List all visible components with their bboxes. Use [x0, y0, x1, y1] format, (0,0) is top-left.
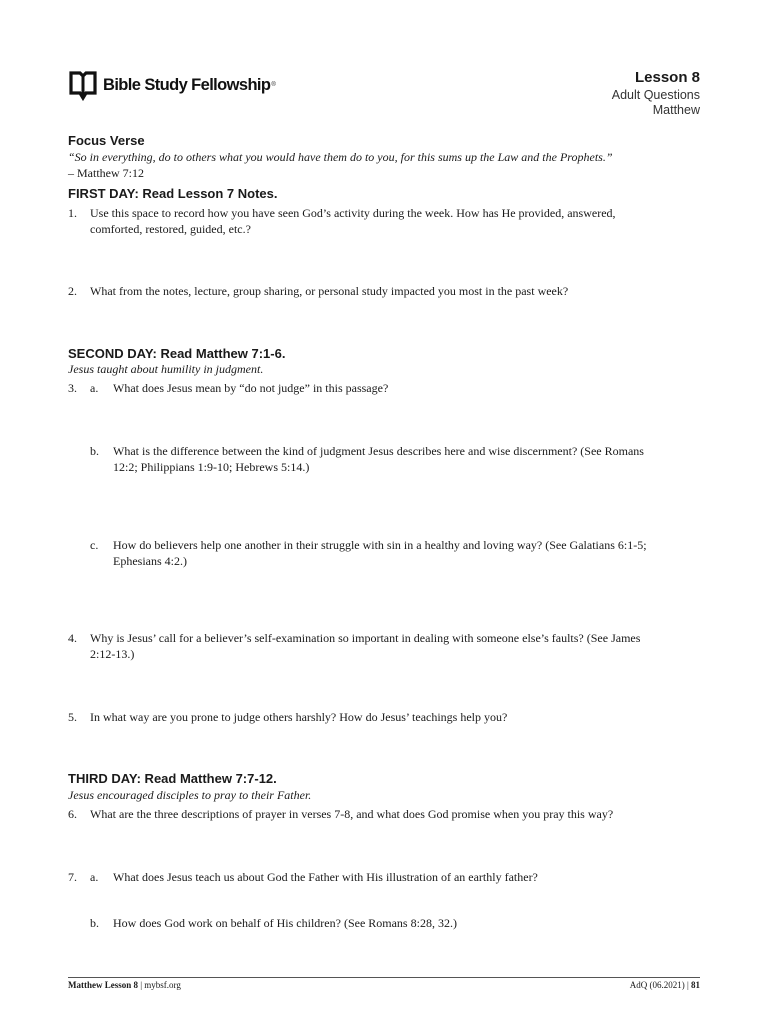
- audience-label: Adult Questions: [611, 88, 700, 102]
- question-number: 2.: [68, 284, 77, 298]
- question-number: 6.: [68, 807, 77, 821]
- focus-verse-reference: – Matthew 7:12: [68, 166, 144, 180]
- question-letter: a.: [90, 870, 99, 884]
- question-number: 3.: [68, 381, 77, 395]
- footer-version: AdQ (06.2021) |: [629, 980, 691, 990]
- second-day-subtitle: Jesus taught about humility in judgment.: [68, 362, 264, 376]
- question-3b-line-1: What is the difference between the kind of judgment Jesus describes here and wise discernment? (See Romans: [113, 444, 644, 458]
- third-day-heading: THIRD DAY: Read Matthew 7:7-12.: [68, 771, 277, 786]
- question-letter: a.: [90, 381, 99, 395]
- question-7b-text: How does God work on behalf of His children? (See Romans 8:28, 32.): [113, 916, 457, 930]
- question-number: 1.: [68, 206, 77, 220]
- question-number: 5.: [68, 710, 77, 724]
- logo-wordmark: Bible Study Fellowship: [103, 75, 271, 94]
- book-label: Matthew: [652, 103, 700, 117]
- third-day-subtitle: Jesus encouraged disciples to pray to their Father.: [68, 788, 312, 802]
- question-2-text: What from the notes, lecture, group sharing, or personal study impacted you most in the past week?: [90, 284, 569, 298]
- lesson-number: Lesson 8: [634, 69, 700, 86]
- question-letter: c.: [90, 538, 99, 552]
- open-book-icon: [68, 69, 98, 101]
- question-3c-line-2: Ephesians 4:2.): [113, 554, 187, 568]
- question-7a-text: What does Jesus teach us about God the Father with His illustration of an earthly father?: [113, 870, 538, 884]
- question-number: 4.: [68, 631, 77, 645]
- footer-left: [68, 980, 181, 990]
- question-5-text: In what way are you prone to judge others harshly? How do Jesus’ teachings help you?: [90, 710, 508, 724]
- second-day-heading: SECOND DAY: Read Matthew 7:1-6.: [68, 346, 286, 361]
- first-day-heading: FIRST DAY: Read Lesson 7 Notes.: [68, 186, 278, 201]
- footer-lesson-label: Matthew Lesson 8: [68, 980, 138, 990]
- page-number: 81: [691, 980, 700, 990]
- question-number: 7.: [68, 870, 77, 884]
- footer-right: [630, 980, 700, 990]
- focus-verse-text: “So in everything, do to others what you would have them do to you, for this sums up the Law and the Prophets.”: [68, 150, 613, 164]
- footer-website: | mybsf.org: [138, 980, 181, 990]
- question-4-line-1: Why is Jesus’ call for a believer’s self-examination so important in dealing with someone else’s faults? (See James: [90, 631, 641, 645]
- question-4-line-2: 2:12-13.): [90, 647, 135, 661]
- question-6-text: What are the three descriptions of prayer in verses 7-8, and what does God promise when you pray this way?: [90, 807, 614, 821]
- footer-divider: [68, 977, 700, 978]
- question-1-line-2: comforted, restored, guided, etc.?: [90, 222, 251, 236]
- question-3a-text: What does Jesus mean by “do not judge” in this passage?: [113, 381, 389, 395]
- question-3b-line-2: 12:2; Philippians 1:9-10; Hebrews 5:14.): [113, 460, 310, 474]
- registered-mark: ®: [271, 82, 276, 88]
- focus-verse-heading: Focus Verse: [68, 133, 145, 148]
- question-1-line-1: Use this space to record how you have seen God’s activity during the week. How has He provided, answered,: [90, 206, 616, 220]
- bsf-logo: [68, 68, 276, 102]
- question-letter: b.: [90, 916, 99, 930]
- question-3c-line-1: How do believers help one another in their struggle with sin in a healthy and loving way? (See Galatians 6:1-5;: [113, 538, 647, 552]
- question-letter: b.: [90, 444, 99, 458]
